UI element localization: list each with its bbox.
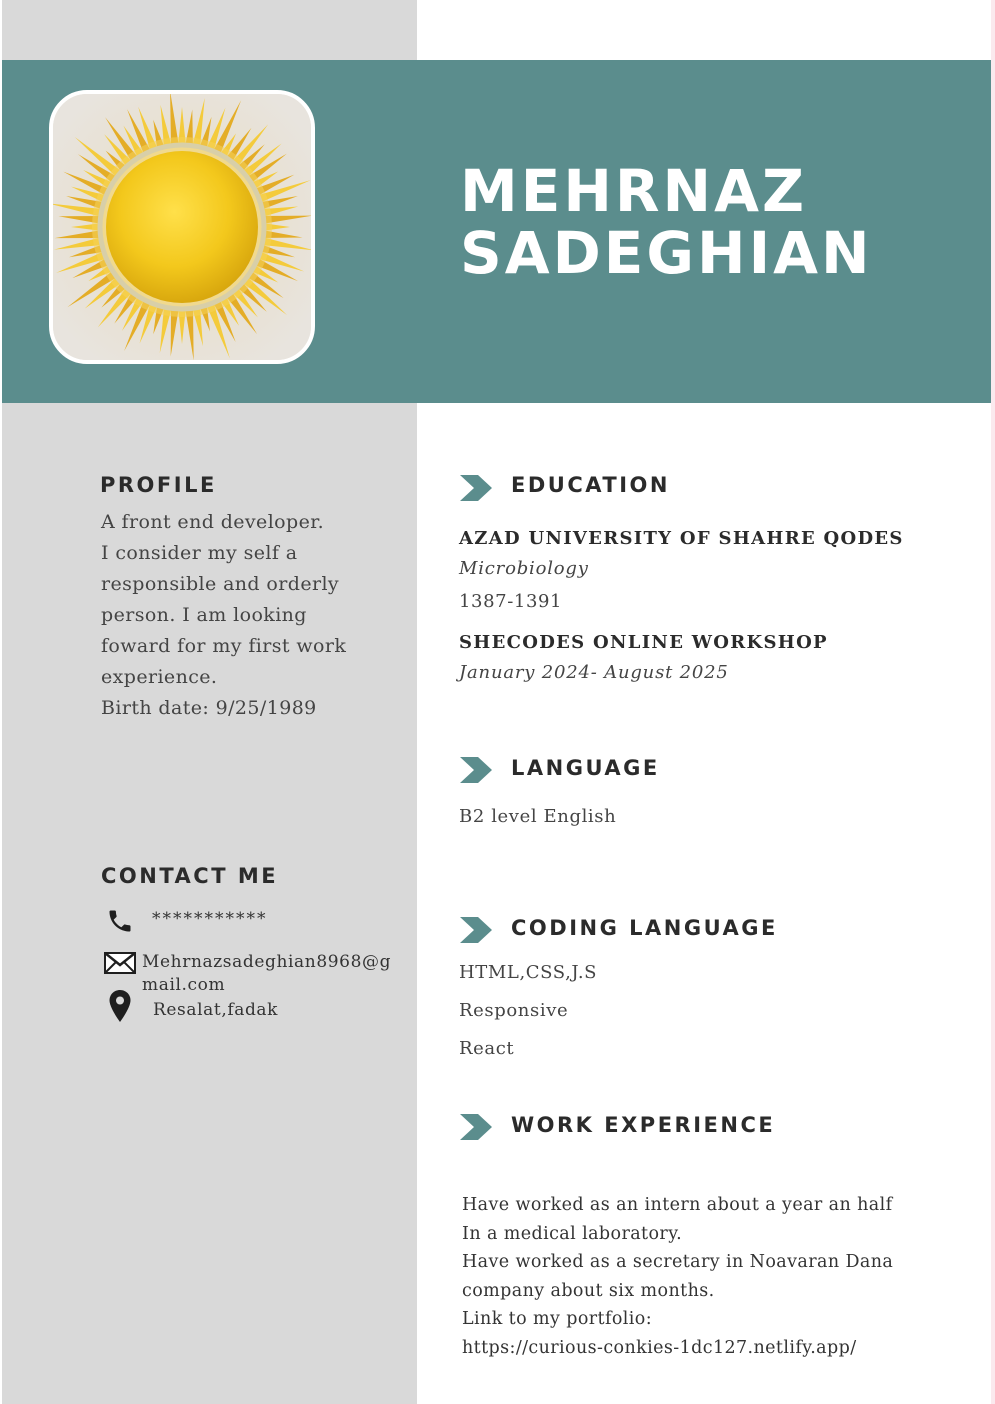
coding-item: Responsive xyxy=(459,1000,569,1021)
sun-painting-image xyxy=(53,94,311,360)
full-name xyxy=(460,157,873,287)
address: Resalat,fadak xyxy=(153,1000,279,1020)
field-of-study: Microbiology xyxy=(459,558,589,579)
profile-title: PROFILE xyxy=(100,473,217,497)
mail-icon xyxy=(104,952,136,974)
contact-title: CONTACT ME xyxy=(101,864,279,888)
first-name: MEHRNAZ xyxy=(460,157,808,225)
coding-title: CODING LANGUAGE xyxy=(511,916,778,940)
study-dates: January 2024- August 2025 xyxy=(459,662,729,683)
phone-number: *********** xyxy=(152,909,268,929)
language-title: LANGUAGE xyxy=(511,756,660,780)
work-title: WORK EXPERIENCE xyxy=(511,1113,776,1137)
study-years: 1387-1391 xyxy=(459,591,563,612)
education-title: EDUCATION xyxy=(511,473,670,497)
chevron-right-icon xyxy=(460,757,492,783)
portfolio-link[interactable]: https://curious-conkies-1dc127.netlify.app/ xyxy=(462,1337,857,1358)
location-pin-icon xyxy=(108,989,132,1023)
profile-text xyxy=(101,507,346,724)
chevron-right-icon xyxy=(460,917,492,943)
last-name: SADEGHIAN xyxy=(460,219,873,287)
email-line: mail.com xyxy=(142,975,226,995)
profile-line: person. I am looking xyxy=(101,604,307,626)
page-edge xyxy=(991,0,995,1404)
chevron-right-icon xyxy=(460,1114,492,1140)
language-level: B2 level English xyxy=(459,806,617,827)
email-address[interactable] xyxy=(142,951,391,997)
work-line: Link to my portfolio: xyxy=(462,1309,653,1330)
birth-date: Birth date: 9/25/1989 xyxy=(101,697,317,719)
coding-item: HTML,CSS,J.S xyxy=(459,962,598,983)
work-line: company about six months. xyxy=(462,1280,715,1301)
school-name: SHECODES ONLINE WORKSHOP xyxy=(459,632,828,653)
chevron-right-icon xyxy=(460,475,492,501)
profile-line: A front end developer. xyxy=(101,511,325,533)
profile-line: experience. xyxy=(101,666,218,688)
phone-icon xyxy=(106,907,134,935)
work-line: In a medical laboratory. xyxy=(462,1223,683,1244)
school-name: AZAD UNIVERSITY OF SHAHRE QODES xyxy=(459,528,904,549)
profile-line: foward for my first work xyxy=(101,635,347,657)
profile-line: responsible and orderly xyxy=(101,573,340,595)
email-line: Mehrnazsadeghian8968@g xyxy=(142,952,392,972)
coding-item: React xyxy=(459,1038,515,1059)
work-line: Have worked as an intern about a year an half xyxy=(462,1195,893,1215)
work-description xyxy=(462,1191,893,1363)
profile-line: I consider my self a xyxy=(101,542,298,564)
profile-photo xyxy=(49,90,315,364)
work-line: Have worked as a secretary in Noavaran Dana xyxy=(462,1252,894,1273)
